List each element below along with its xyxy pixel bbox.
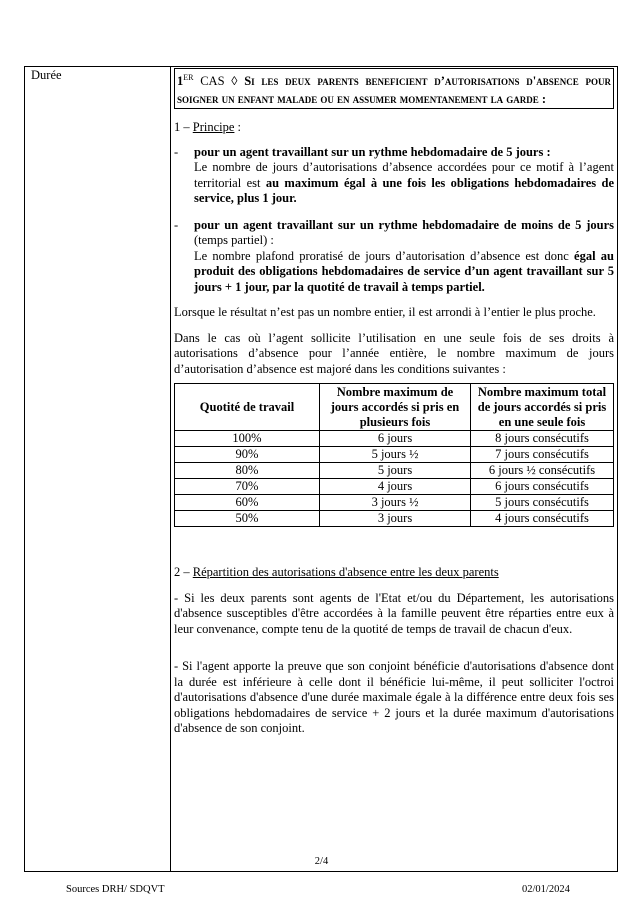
table-header: Quotité de travail [175,384,320,431]
case-word: CAS [200,74,225,89]
table-cell: 6 jours [320,431,471,447]
bullet-5-days [174,145,614,207]
table-cell: 80% [175,463,320,479]
table-header-row [175,384,614,431]
both-parents-paragraph: - Si les deux parents sont agents de l'Etat et/ou du Département, les autorisations d'absence susceptibles d'être accordées à la famille peuvent être réparties entre eux à leur convenance, compte tenu de la quotité de temps de travail de chacun d'eux. [174,590,614,636]
case-number: 1 [177,74,184,89]
bullet1-bold: au maximum égal à une fois les obligations hebdomadaires de service, plus 1 jour. [194,175,614,206]
principe-heading: Principe [192,120,235,135]
section2-heading: 2 – Répartition des autorisations d'absence entre les deux parents [174,565,499,580]
table-cell: 4 jours [320,479,471,495]
single-use-paragraph: Dans le cas où l’agent sollicite l’utilisation en une seule fois de ses droits à autorisations d’absence pour l’année entière, le nombre maximum de jours d’autorisation d’absence est majoré dans les conditions suivantes : [174,330,614,376]
table-cell: 7 jours consécutifs [471,447,614,463]
column-divider [170,66,171,872]
table-cell: 100% [175,431,320,447]
table-cell: 50% [175,511,320,527]
dash-icon: - [174,144,179,159]
table-cell: 5 jours ½ [320,447,471,463]
quotite-table [174,383,614,527]
bullet1-lead: pour un agent travaillant sur un rythme hebdomadaire de 5 jours : [194,144,551,159]
table-cell: 5 jours consécutifs [471,495,614,511]
table-cell: 5 jours [320,463,471,479]
table-row [175,495,614,511]
table-cell: 3 jours [320,511,471,527]
bullet2-text: Le nombre plafond proratisé de jours d’autorisation d’absence est donc [194,248,575,263]
content-cell [174,68,614,737]
case-number-suffix: ER [183,73,194,82]
table-cell: 8 jours consécutifs [471,431,614,447]
table-cell: 60% [175,495,320,511]
rounding-paragraph: Lorsque le résultat n’est pas un nombre entier, il est arrondi à l’entier le plus proche. [174,305,596,320]
table-header: Nombre maximum de jours accordés si pris en plusieurs fois [320,384,471,431]
table-cell: 4 jours consécutifs [471,511,614,527]
table-cell: 3 jours ½ [320,495,471,511]
table-row [175,431,614,447]
table-cell: 70% [175,479,320,495]
table-row [175,463,614,479]
table-cell: 90% [175,447,320,463]
row-label: Durée [31,68,62,82]
table-header: Nombre maximum total de jours accordés si pris en une seule fois [471,384,614,431]
bullet2-bold: égal au produit des obligations hebdomadaires de service d’un agent travaillant sur 5 jours + 1 jour, par la quotité de travail à temps partiel. [194,248,614,294]
table-row [175,447,614,463]
table-row [175,479,614,495]
bullet2-lead-after: (temps partiel) : [194,233,274,248]
dash-icon: - [174,217,179,232]
footer-source: Sources DRH/ SDQVT [66,884,165,895]
diamond-icon: ◊ [231,74,238,89]
bullet2-lead: pour un agent travaillant sur un rythme hebdomadaire de moins de 5 jours [194,217,614,232]
case-heading [174,68,614,109]
spouse-proof-paragraph: - Si l'agent apporte la preuve que son conjoint bénéficie d'autorisations d'absence dont la durée est inférieure à celle dont il bénéficie lui-même, il peut solliciter l'octroi d'autorisations d'absence d'une durée maximale égale à la différence entre deux fois ses obligations hebdomadaires de service + 2 jours et la durée maximum d'autorisations d'absence de son conjoint. [174,659,614,736]
page-number: 2/4 [314,856,329,867]
table-cell: 6 jours ½ consécutifs [471,463,614,479]
bullet1-text: Le nombre de jours d’autorisations d’absence accordées pour ce motif à l’agent territorial est [194,160,614,190]
repartition-heading: Répartition des autorisations d'absence entre les deux parents [192,565,499,580]
case-title: Si les deux parents beneficient d’autorisations d'absence pour soigner un enfant malade ou en assumer momentanement la garde : [177,74,611,107]
table-row [175,511,614,527]
bullet-less-5-days [174,218,614,296]
table-cell: 6 jours consécutifs [471,479,614,495]
footer-date: 02/01/2024 [522,884,570,895]
section1-heading: 1 – Principe : [174,120,242,135]
